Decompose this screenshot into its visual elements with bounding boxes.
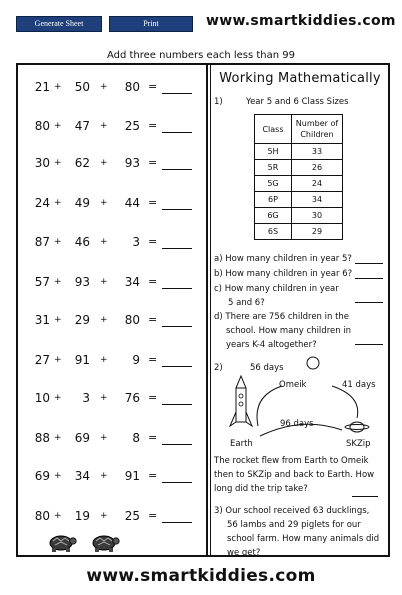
class-name-cell: 5H bbox=[255, 144, 292, 160]
answer-line[interactable] bbox=[162, 132, 192, 133]
number: 44 bbox=[124, 196, 140, 210]
answer-line[interactable] bbox=[162, 522, 192, 523]
answer-line[interactable] bbox=[162, 326, 192, 327]
number: 76 bbox=[124, 391, 140, 405]
plus-sign: + bbox=[54, 511, 62, 521]
print-button[interactable]: Print bbox=[109, 16, 193, 32]
answer-line[interactable] bbox=[162, 444, 192, 445]
equals-sign: = bbox=[148, 275, 158, 288]
equals-sign: = bbox=[148, 156, 158, 169]
plus-sign: + bbox=[100, 198, 108, 208]
children-count-cell: 33 bbox=[292, 144, 343, 160]
answer-line[interactable] bbox=[162, 93, 192, 94]
plus-sign: + bbox=[54, 355, 62, 365]
equals-sign: = bbox=[148, 431, 158, 444]
question-b: b) How many children in year 6? bbox=[214, 269, 353, 279]
number: 80 bbox=[124, 80, 140, 94]
number: 62 bbox=[74, 156, 90, 170]
number: 47 bbox=[74, 119, 90, 133]
addition-problem bbox=[20, 431, 204, 451]
table-header-class: Class bbox=[255, 115, 292, 144]
addition-problem bbox=[20, 391, 204, 411]
question-2-text: The rocket flew from Earth to Omeik bbox=[214, 456, 369, 466]
plus-sign: + bbox=[54, 82, 62, 92]
equals-sign: = bbox=[148, 391, 158, 404]
children-count-cell: 26 bbox=[292, 160, 343, 176]
table-row bbox=[255, 208, 343, 224]
generate-sheet-button[interactable]: Generate Sheet bbox=[16, 16, 102, 32]
plus-sign: + bbox=[54, 471, 62, 481]
number: 21 bbox=[34, 80, 50, 94]
question-c-continued: 5 and 6? bbox=[228, 298, 265, 308]
class-name-cell: 6S bbox=[255, 224, 292, 240]
plus-sign: + bbox=[100, 82, 108, 92]
addition-problem bbox=[20, 313, 204, 333]
equals-sign: = bbox=[148, 235, 158, 248]
number: 29 bbox=[74, 313, 90, 327]
number: 10 bbox=[34, 391, 50, 405]
answer-line[interactable] bbox=[162, 288, 192, 289]
equals-sign: = bbox=[148, 469, 158, 482]
planet-omeik-label: Omeik bbox=[279, 380, 307, 390]
plus-sign: + bbox=[100, 471, 108, 481]
number: 9 bbox=[132, 353, 140, 367]
number: 93 bbox=[74, 275, 90, 289]
question-d-line3: years K-4 altogether? bbox=[226, 340, 317, 350]
plus-sign: + bbox=[54, 198, 62, 208]
class-name-cell: 6P bbox=[255, 192, 292, 208]
site-url-footer: www.smartkiddies.com bbox=[86, 566, 316, 586]
number: 3 bbox=[132, 235, 140, 249]
addition-problem bbox=[20, 235, 204, 255]
number: 49 bbox=[74, 196, 90, 210]
answer-line[interactable] bbox=[162, 482, 192, 483]
number: 80 bbox=[34, 509, 50, 523]
addition-problem bbox=[20, 196, 204, 216]
number: 69 bbox=[74, 431, 90, 445]
leg-earth-omeik: 56 days bbox=[250, 363, 284, 373]
plus-sign: + bbox=[100, 158, 108, 168]
plus-sign: + bbox=[100, 393, 108, 403]
planet-earth-label: Earth bbox=[230, 439, 253, 449]
question-number: 2) bbox=[214, 363, 223, 373]
class-size-table bbox=[254, 114, 343, 240]
number: 80 bbox=[124, 313, 140, 327]
table-header-line: Children bbox=[300, 130, 334, 139]
addition-problem bbox=[20, 119, 204, 139]
question-a: a) How many children in year 5? bbox=[214, 254, 352, 264]
question-2-text: long did the trip take? bbox=[214, 484, 308, 494]
moon-icon bbox=[307, 357, 319, 369]
number: 34 bbox=[124, 275, 140, 289]
answer-line[interactable] bbox=[162, 404, 192, 405]
rocket-icon bbox=[230, 376, 252, 426]
number: 30 bbox=[34, 156, 50, 170]
number: 91 bbox=[74, 353, 90, 367]
turtle-icon bbox=[87, 533, 121, 553]
plus-sign: + bbox=[54, 121, 62, 131]
addition-problem bbox=[20, 275, 204, 295]
number: 93 bbox=[124, 156, 140, 170]
addition-problem bbox=[20, 469, 204, 489]
equals-sign: = bbox=[148, 509, 158, 522]
plus-sign: + bbox=[100, 315, 108, 325]
equals-sign: = bbox=[148, 80, 158, 93]
class-name-cell: 5R bbox=[255, 160, 292, 176]
plus-sign: + bbox=[54, 277, 62, 287]
answer-line[interactable] bbox=[162, 209, 192, 210]
worksheet-instructions: Add three numbers each less than 99 bbox=[106, 50, 296, 61]
class-name-cell: 5G bbox=[255, 176, 292, 192]
number: 3 bbox=[82, 391, 90, 405]
number: 31 bbox=[34, 313, 50, 327]
plus-sign: + bbox=[100, 277, 108, 287]
children-count-cell: 29 bbox=[292, 224, 343, 240]
answer-line[interactable] bbox=[355, 302, 383, 303]
answer-line[interactable] bbox=[162, 366, 192, 367]
number: 50 bbox=[74, 80, 90, 94]
plus-sign: + bbox=[100, 237, 108, 247]
children-count-cell: 34 bbox=[292, 192, 343, 208]
number: 25 bbox=[124, 119, 140, 133]
plus-sign: + bbox=[100, 121, 108, 131]
leg-skzip-earth: 96 days bbox=[280, 419, 314, 429]
question-number: 1) bbox=[214, 97, 223, 107]
addition-problem bbox=[20, 80, 204, 100]
class-name-cell: 6G bbox=[255, 208, 292, 224]
answer-line[interactable] bbox=[162, 248, 192, 249]
number: 24 bbox=[34, 196, 50, 210]
question-2-text: then to SKZip and back to Earth. How bbox=[214, 470, 375, 480]
number: 87 bbox=[34, 235, 50, 249]
number: 8 bbox=[132, 431, 140, 445]
table-heading: Year 5 and 6 Class Sizes bbox=[246, 97, 349, 107]
plus-sign: + bbox=[100, 511, 108, 521]
number: 25 bbox=[124, 509, 140, 523]
answer-line[interactable] bbox=[355, 278, 383, 279]
question-3-text: school farm. How many animals did bbox=[227, 534, 380, 544]
number: 69 bbox=[34, 469, 50, 483]
plus-sign: + bbox=[100, 355, 108, 365]
number: 46 bbox=[74, 235, 90, 249]
addition-problem bbox=[20, 509, 204, 529]
plus-sign: + bbox=[54, 158, 62, 168]
site-url-header: www.smartkiddies.com bbox=[206, 13, 396, 29]
number: 57 bbox=[34, 275, 50, 289]
answer-line[interactable] bbox=[355, 344, 383, 345]
number: 34 bbox=[74, 469, 90, 483]
answer-line[interactable] bbox=[162, 169, 192, 170]
plus-sign: + bbox=[54, 315, 62, 325]
table-header-line: Number of bbox=[295, 119, 339, 128]
number: 88 bbox=[34, 431, 50, 445]
answer-line[interactable] bbox=[352, 496, 378, 497]
plus-sign: + bbox=[54, 237, 62, 247]
table-row bbox=[255, 224, 343, 240]
table-row bbox=[255, 192, 343, 208]
table-row bbox=[255, 144, 343, 160]
addition-problem bbox=[20, 353, 204, 373]
turtle-icon bbox=[44, 533, 78, 553]
question-d-line2: school. How many children in bbox=[226, 326, 352, 336]
children-count-cell: 24 bbox=[292, 176, 343, 192]
table-row bbox=[255, 176, 343, 192]
number: 91 bbox=[124, 469, 140, 483]
children-count-cell: 30 bbox=[292, 208, 343, 224]
equals-sign: = bbox=[148, 196, 158, 209]
question-c: c) How many children in year bbox=[214, 284, 339, 294]
table-header-children bbox=[292, 115, 343, 144]
question-3-text: we get? bbox=[227, 548, 261, 558]
column-divider bbox=[206, 63, 208, 557]
number: 80 bbox=[34, 119, 50, 133]
plus-sign: + bbox=[100, 433, 108, 443]
answer-line[interactable] bbox=[292, 555, 326, 556]
question-3-text: 3) Our school received 63 ducklings, bbox=[214, 506, 370, 516]
table-row bbox=[255, 160, 343, 176]
planet-skzip-icon bbox=[345, 422, 369, 432]
question-3-text: 56 lambs and 29 piglets for our bbox=[227, 520, 361, 530]
answer-line[interactable] bbox=[355, 263, 383, 264]
addition-problem bbox=[20, 156, 204, 176]
planet-skzip-label: SKZip bbox=[346, 439, 371, 449]
column-divider-inner bbox=[210, 63, 211, 557]
question-d: d) There are 756 children in the bbox=[214, 312, 350, 322]
equals-sign: = bbox=[148, 313, 158, 326]
working-mathematically-title: Working Mathematically bbox=[219, 71, 381, 86]
number: 27 bbox=[34, 353, 50, 367]
equals-sign: = bbox=[148, 353, 158, 366]
equals-sign: = bbox=[148, 119, 158, 132]
leg-omeik-skzip: 41 days bbox=[342, 380, 376, 390]
plus-sign: + bbox=[54, 433, 62, 443]
plus-sign: + bbox=[54, 393, 62, 403]
number: 19 bbox=[74, 509, 90, 523]
